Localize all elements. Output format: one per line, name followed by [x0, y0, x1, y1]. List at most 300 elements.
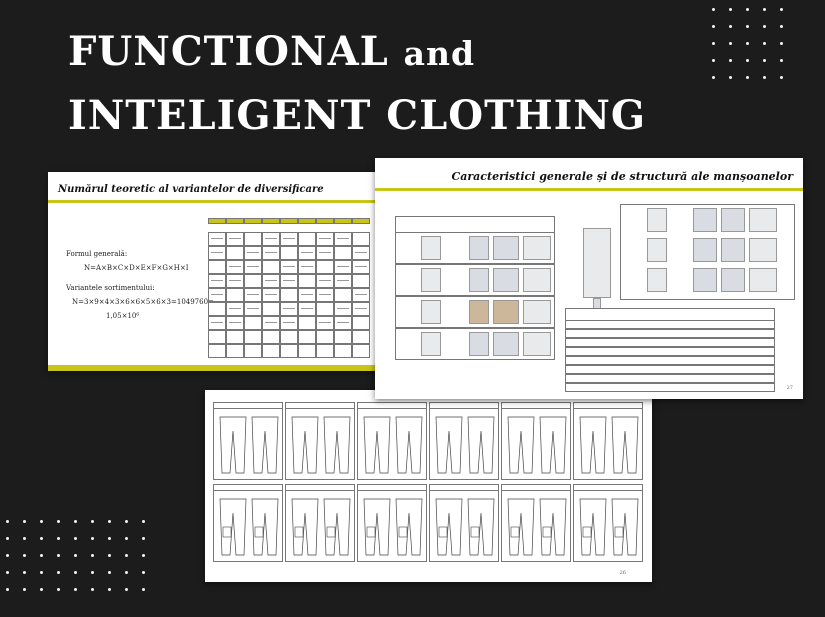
decor-dot — [108, 554, 111, 557]
decor-dot — [142, 571, 145, 574]
decor-dot — [712, 59, 715, 62]
model-sleeve-image — [647, 238, 667, 262]
dimensions-table-row — [565, 365, 775, 374]
decor-dot — [780, 42, 783, 45]
garment-drawing-cell — [213, 402, 283, 480]
cell-text-line — [283, 280, 295, 281]
table-cell — [208, 330, 226, 344]
decor-dot — [746, 59, 749, 62]
decor-dot — [74, 571, 77, 574]
pants-drawing — [286, 411, 356, 481]
table-cell — [316, 246, 334, 260]
decor-dot — [142, 537, 145, 540]
fabric-image — [523, 332, 551, 356]
table-cell — [226, 330, 244, 344]
decor-dot — [91, 554, 94, 557]
table-cell — [280, 302, 298, 316]
decor-dot — [712, 42, 715, 45]
pants-drawing — [574, 411, 644, 481]
cell-text-line — [337, 280, 349, 281]
decor-dot — [74, 588, 77, 591]
decor-dot — [763, 76, 766, 79]
table-cell — [244, 260, 262, 274]
table-cell — [298, 260, 316, 274]
table-cell — [316, 274, 334, 288]
table-cell — [334, 344, 352, 358]
garment-drawing-cell — [429, 402, 499, 480]
garment-drawing-cell — [429, 484, 499, 562]
garment-cell-header — [502, 403, 570, 409]
cell-text-line — [211, 280, 223, 281]
table-cell — [208, 288, 226, 302]
formula-variants-result: 1,05×10⁶ — [106, 312, 140, 320]
decor-dot — [729, 76, 732, 79]
cell-text-line — [355, 308, 367, 309]
cell-text-line — [319, 294, 331, 295]
decor-dot — [74, 537, 77, 540]
dot-grid-top-right — [712, 8, 783, 79]
cell-text-line — [247, 266, 259, 267]
characteristics-title-underline — [375, 188, 803, 191]
pants-outline — [612, 417, 638, 473]
pants-outline — [220, 417, 246, 473]
table-cell — [208, 218, 226, 224]
prosthesis-image — [583, 228, 611, 298]
decor-dot — [125, 537, 128, 540]
table-cell — [280, 288, 298, 302]
decor-dot — [125, 554, 128, 557]
table-cell — [352, 232, 370, 246]
table-cell — [280, 218, 298, 224]
cell-text-line — [355, 252, 367, 253]
pants-outline — [292, 417, 318, 473]
pants-outline — [252, 417, 278, 473]
cell-text-line — [265, 252, 277, 253]
model-fabric-image — [721, 238, 745, 262]
model-fabric-image — [693, 268, 717, 292]
table-cell — [298, 218, 316, 224]
dimensions-table-row — [565, 338, 775, 347]
cell-text-line — [211, 294, 223, 295]
table-cell — [244, 316, 262, 330]
decor-dot — [780, 59, 783, 62]
table-cell — [226, 288, 244, 302]
cell-text-line — [337, 238, 349, 239]
slide-title-line-2: INTELIGENT CLOTHING — [68, 92, 647, 139]
model-fabric-image — [721, 268, 745, 292]
fabric-image — [493, 268, 519, 292]
table-cell — [298, 330, 316, 344]
table-cell — [262, 302, 280, 316]
pants-pocket — [583, 527, 591, 537]
model-sleeve-image — [647, 268, 667, 292]
garment-cell-header — [358, 403, 426, 409]
cell-text-line — [319, 252, 331, 253]
fabric-image — [523, 236, 551, 260]
table-cell — [244, 344, 262, 358]
table-cell — [334, 232, 352, 246]
table-cell — [352, 218, 370, 224]
table-cell — [262, 232, 280, 246]
table-cell — [280, 260, 298, 274]
decor-dot — [142, 554, 145, 557]
model-fabric-image — [749, 208, 777, 232]
decor-dot — [6, 537, 9, 540]
table-cell — [316, 288, 334, 302]
table-cell — [352, 302, 370, 316]
decor-dot — [40, 520, 43, 523]
decor-dot — [57, 554, 60, 557]
table-cell — [226, 344, 244, 358]
cell-text-line — [229, 280, 241, 281]
cell-text-line — [301, 266, 313, 267]
dimensions-table-row — [565, 329, 775, 338]
dimensions-table-row — [565, 356, 775, 365]
pants-pocket — [223, 527, 231, 537]
cell-text-line — [337, 308, 349, 309]
table-cell — [316, 316, 334, 330]
decor-dot — [108, 588, 111, 591]
decor-dot — [780, 8, 783, 11]
decor-dot — [6, 588, 9, 591]
decor-dot — [57, 520, 60, 523]
table-cell — [244, 302, 262, 316]
pants-drawing — [358, 493, 428, 563]
decor-dot — [91, 537, 94, 540]
pants-pocket — [367, 527, 375, 537]
table-cell — [280, 316, 298, 330]
table-cell — [244, 274, 262, 288]
sleeve-image — [421, 332, 441, 356]
table-cell — [352, 246, 370, 260]
characteristics-page-number: 27 — [786, 385, 793, 391]
pants-outline — [324, 417, 350, 473]
garment-cell-header — [502, 485, 570, 491]
cell-text-line — [337, 266, 349, 267]
table-cell — [226, 316, 244, 330]
cell-text-line — [265, 238, 277, 239]
decor-dot — [40, 571, 43, 574]
dimensions-table-row — [565, 347, 775, 356]
table-cell — [298, 288, 316, 302]
formula-variants-label: Variantele sortimentului: — [66, 284, 155, 292]
pants-drawing — [574, 493, 644, 563]
cell-text-line — [355, 294, 367, 295]
table-cell — [298, 232, 316, 246]
model-fabric-image — [749, 268, 777, 292]
pants-pocket — [327, 527, 335, 537]
cell-text-line — [319, 280, 331, 281]
formula-title: Numărul teoretic al variantelor de diversificare — [58, 184, 324, 195]
garment-drawing-cell — [357, 484, 427, 562]
table-cell — [334, 288, 352, 302]
cell-text-line — [247, 294, 259, 295]
sleeve-image — [421, 300, 441, 324]
cell-text-line — [211, 322, 223, 323]
table-cell — [226, 218, 244, 224]
table-cell — [280, 274, 298, 288]
table-cell — [208, 274, 226, 288]
pants-pocket — [511, 527, 519, 537]
table-cell — [316, 232, 334, 246]
decor-dot — [729, 42, 732, 45]
garment-cell-header — [286, 403, 354, 409]
table-cell — [352, 344, 370, 358]
table-cell — [352, 330, 370, 344]
table-cell — [244, 330, 262, 344]
decor-dot — [763, 25, 766, 28]
table-cell — [244, 288, 262, 302]
decor-dot — [74, 554, 77, 557]
pants-pocket — [471, 527, 479, 537]
pants-drawing — [502, 493, 572, 563]
table-cell — [262, 330, 280, 344]
table-cell — [262, 274, 280, 288]
dimensions-table-row — [565, 383, 775, 392]
decor-dot — [23, 571, 26, 574]
decor-dot — [746, 42, 749, 45]
table-cell — [316, 218, 334, 224]
table-cell — [316, 260, 334, 274]
fabric-image — [493, 332, 519, 356]
decor-dot — [780, 76, 783, 79]
garment-cell-header — [430, 403, 498, 409]
model-fabric-image — [749, 238, 777, 262]
decor-dot — [108, 537, 111, 540]
pants-drawing — [430, 493, 500, 563]
table-cell — [226, 232, 244, 246]
table-cell — [244, 246, 262, 260]
decor-dot — [763, 59, 766, 62]
decor-dot — [729, 25, 732, 28]
table-cell — [334, 260, 352, 274]
decor-dot — [23, 537, 26, 540]
garment-cell-header — [358, 485, 426, 491]
table-cell — [298, 344, 316, 358]
characteristics-title: Caracteristici generale și de structură ale manșoanelor — [451, 170, 793, 183]
table-cell — [262, 344, 280, 358]
cell-text-line — [211, 252, 223, 253]
title-functional: FUNCTIONAL — [68, 28, 389, 75]
characteristics-document — [375, 158, 803, 399]
cell-text-line — [265, 294, 277, 295]
table-cell — [352, 260, 370, 274]
pants-pocket — [615, 527, 623, 537]
decor-dot — [746, 8, 749, 11]
cell-text-line — [301, 252, 313, 253]
table-cell — [244, 218, 262, 224]
decor-dot — [729, 59, 732, 62]
table-cell — [226, 260, 244, 274]
slide-title-line-1 — [68, 28, 475, 75]
cell-text-line — [301, 308, 313, 309]
table-cell — [280, 330, 298, 344]
table-cell — [352, 288, 370, 302]
decor-dot — [91, 571, 94, 574]
table-cell — [334, 302, 352, 316]
table-cell — [334, 274, 352, 288]
pants-pocket — [255, 527, 263, 537]
cell-text-line — [283, 308, 295, 309]
fabric-image — [469, 236, 489, 260]
garment-cell-header — [574, 485, 642, 491]
dot-grid-bottom-left — [6, 520, 145, 591]
decor-dot — [91, 588, 94, 591]
decor-dot — [712, 76, 715, 79]
formula-general: N=A×B×C×D×E×F×G×H×I — [84, 264, 189, 272]
garment-drawing-cell — [357, 402, 427, 480]
table-cell — [262, 246, 280, 260]
decor-dot — [6, 554, 9, 557]
decor-dot — [763, 8, 766, 11]
pants-drawing — [430, 411, 500, 481]
formula-bottom-bar — [48, 365, 380, 371]
table-cell — [280, 232, 298, 246]
model-sleeve-image — [647, 208, 667, 232]
table-cell — [280, 344, 298, 358]
fabric-image — [469, 332, 489, 356]
garment-cell-header — [214, 485, 282, 491]
formula-general-label: Formul generală: — [66, 250, 128, 258]
table-cell — [334, 246, 352, 260]
table-cell — [262, 260, 280, 274]
cell-text-line — [319, 238, 331, 239]
pants-pocket — [439, 527, 447, 537]
table-cell — [262, 218, 280, 224]
cell-text-line — [229, 238, 241, 239]
table-cell — [334, 330, 352, 344]
fabric-image — [469, 268, 489, 292]
pants-pocket — [399, 527, 407, 537]
model-fabric-image — [693, 238, 717, 262]
decor-dot — [712, 8, 715, 11]
decor-dot — [108, 520, 111, 523]
garment-cell-header — [214, 403, 282, 409]
table-cell — [352, 316, 370, 330]
decor-dot — [125, 520, 128, 523]
cell-text-line — [319, 322, 331, 323]
decor-dot — [57, 537, 60, 540]
pants-outline — [580, 417, 606, 473]
garment-drawing-cell — [285, 402, 355, 480]
title-and: and — [403, 34, 476, 73]
cell-text-line — [229, 322, 241, 323]
cell-text-line — [265, 280, 277, 281]
table-cell — [208, 232, 226, 246]
decor-dot — [57, 571, 60, 574]
table-cell — [334, 218, 352, 224]
table-cell — [208, 246, 226, 260]
garment-cell-header — [286, 485, 354, 491]
pants-outline — [508, 417, 534, 473]
formula-title-underline — [48, 200, 380, 203]
cell-text-line — [265, 322, 277, 323]
table-cell — [334, 316, 352, 330]
cell-text-line — [283, 266, 295, 267]
formula-document — [48, 172, 380, 371]
garments-document — [205, 390, 652, 582]
model-fabric-image — [693, 208, 717, 232]
table-cell — [244, 232, 262, 246]
decor-dot — [746, 76, 749, 79]
fabric-image — [493, 300, 519, 324]
fabric-image — [493, 236, 519, 260]
table-cell — [316, 302, 334, 316]
garments-page-number: 26 — [619, 570, 626, 576]
decor-dot — [74, 520, 77, 523]
decor-dot — [40, 588, 43, 591]
garment-drawing-cell — [285, 484, 355, 562]
decor-dot — [763, 42, 766, 45]
dimensions-table-row — [565, 320, 775, 329]
cell-text-line — [337, 322, 349, 323]
pants-outline — [540, 417, 566, 473]
decor-dot — [746, 25, 749, 28]
pants-outline — [364, 417, 390, 473]
pants-drawing — [214, 411, 284, 481]
cell-text-line — [247, 308, 259, 309]
cell-text-line — [247, 252, 259, 253]
fabric-image — [523, 268, 551, 292]
decor-dot — [712, 25, 715, 28]
garment-drawing-cell — [573, 402, 643, 480]
decor-dot — [108, 571, 111, 574]
cell-text-line — [355, 266, 367, 267]
decor-dot — [57, 588, 60, 591]
table-cell — [316, 330, 334, 344]
table-cell — [208, 260, 226, 274]
table-cell — [226, 302, 244, 316]
pants-outline — [468, 417, 494, 473]
fabric-image — [523, 300, 551, 324]
sleeve-image — [421, 236, 441, 260]
decor-dot — [91, 520, 94, 523]
table-cell — [208, 344, 226, 358]
pants-outline — [436, 417, 462, 473]
garment-drawing-cell — [501, 484, 571, 562]
cell-text-line — [283, 238, 295, 239]
table-cell — [262, 316, 280, 330]
cell-text-line — [283, 322, 295, 323]
pants-drawing — [214, 493, 284, 563]
table-cell — [208, 302, 226, 316]
decor-dot — [23, 520, 26, 523]
pants-drawing — [286, 493, 356, 563]
decor-dot — [40, 554, 43, 557]
table-cell — [226, 274, 244, 288]
decor-dot — [6, 520, 9, 523]
diversification-table — [208, 218, 370, 358]
model-fabric-image — [721, 208, 745, 232]
pants-outline — [396, 417, 422, 473]
decor-dot — [780, 25, 783, 28]
fabric-image — [469, 300, 489, 324]
table-cell — [316, 344, 334, 358]
table-cell — [352, 274, 370, 288]
pants-pocket — [543, 527, 551, 537]
garment-cell-header — [430, 485, 498, 491]
cell-text-line — [211, 238, 223, 239]
pants-drawing — [502, 411, 572, 481]
cell-text-line — [229, 308, 241, 309]
table-cell — [298, 302, 316, 316]
decor-dot — [142, 520, 145, 523]
decor-dot — [125, 588, 128, 591]
table-cell — [208, 316, 226, 330]
dimensions-table-row — [565, 374, 775, 383]
pants-drawing — [358, 411, 428, 481]
table-cell — [298, 246, 316, 260]
